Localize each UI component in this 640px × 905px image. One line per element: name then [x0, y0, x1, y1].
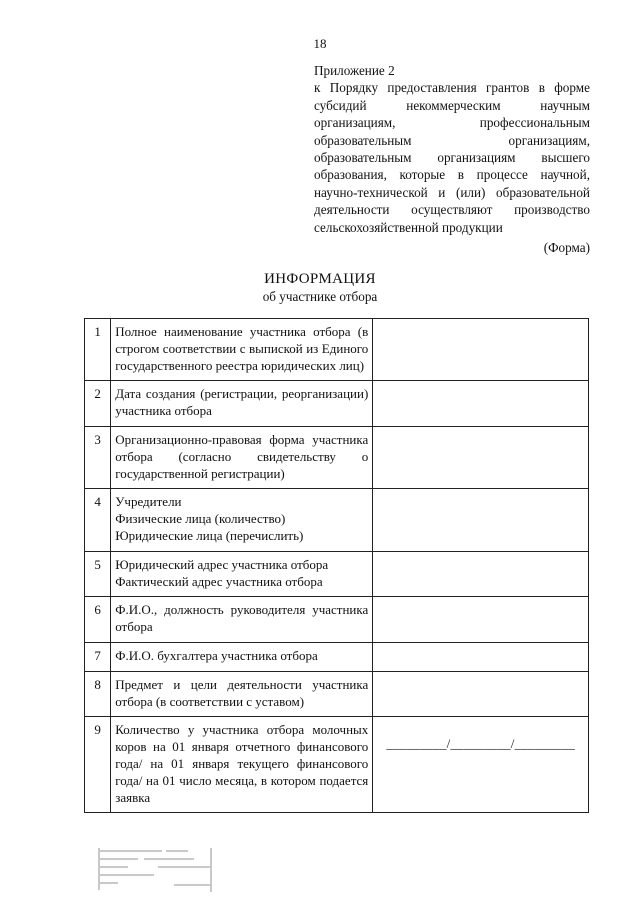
info-row	[85, 642, 589, 671]
row-label-line: Юридический адрес участника отбора	[115, 556, 329, 572]
row-value-cell	[373, 426, 589, 488]
registration-stamp	[98, 848, 216, 894]
heading-subtitle: об участнике отбора	[262, 289, 378, 304]
row-number: 4	[85, 489, 111, 551]
info-row	[85, 489, 589, 551]
row-label	[111, 671, 373, 717]
info-row	[85, 597, 589, 643]
row-number: 8	[85, 671, 111, 717]
row-value-cell	[373, 489, 589, 551]
row-label-line: Фактический адрес участника отбора	[115, 573, 323, 589]
row-value-cell	[373, 597, 589, 643]
info-row	[85, 381, 589, 427]
row-label	[111, 319, 373, 381]
document-heading	[0, 270, 640, 306]
row-label	[111, 597, 373, 643]
row-value-cell	[373, 717, 589, 813]
appendix-block	[314, 62, 590, 236]
info-row	[85, 671, 589, 717]
row-label-line: Учредители	[115, 494, 182, 510]
info-row	[85, 717, 589, 813]
row-number: 2	[85, 381, 111, 427]
row-label-line: Дата создания (регистрации, реорганизации) участника отбора	[115, 386, 369, 419]
appendix-title: Приложение 2	[314, 63, 395, 78]
info-row	[85, 551, 589, 597]
row-number: 5	[85, 551, 111, 597]
row-label-line: Юридические лица (перечислить)	[115, 527, 304, 543]
row-number: 7	[85, 642, 111, 671]
row-label-line: Организационно-правовая форма участника отбора (согласно свидетельству о государственной регистрации)	[115, 431, 369, 481]
row-number: 9	[85, 717, 111, 813]
info-row	[85, 319, 589, 381]
row-label	[111, 381, 373, 427]
row-label	[111, 551, 373, 597]
row-label	[111, 426, 373, 488]
appendix-body: к Порядку предоставления грантов в форме субсидий некоммерческим научным организациям, профессиональным образовательным организациям, образовательным организациям высшего образования, которые в процессе научной, научно-технической и (или) образовательной деятельности осуществляют производство сельскохозяйственной продукции	[314, 80, 590, 235]
row-number: 3	[85, 426, 111, 488]
info-row	[85, 426, 589, 488]
heading-main: ИНФОРМАЦИЯ	[264, 271, 376, 287]
row-value-cell	[373, 381, 589, 427]
row-label-line: Физические лица (количество)	[115, 511, 286, 527]
participant-info-table	[84, 318, 589, 813]
row-label-line: Предмет и цели деятельности участника отбора (в соответствии с уставом)	[115, 676, 369, 709]
page-number: 18	[313, 36, 327, 51]
row-label-line: Полное наименование участника отбора (в строгом соответствии с выпиской из Единого государственного реестра юридических лиц)	[115, 324, 369, 373]
row-label	[111, 717, 373, 813]
row-value-cell	[373, 642, 589, 671]
row-value-cell	[373, 671, 589, 717]
row-value-blank: _________/_________/_________	[386, 736, 575, 752]
row-label	[111, 642, 373, 671]
row-value-cell	[373, 551, 589, 597]
row-number: 6	[85, 597, 111, 643]
form-label: (Форма)	[543, 240, 590, 255]
row-number: 1	[85, 319, 111, 381]
row-label-line: Количество у участника отбора молочных коров на 01 января отчетного финансового года/ на 01 января текущего финансового года/ на 01 число месяца, в котором подается заявка	[115, 722, 369, 805]
row-label	[111, 489, 373, 551]
row-value-cell	[373, 319, 589, 381]
row-label-line: Ф.И.О. бухгалтера участника отбора	[115, 647, 318, 663]
row-label-line: Ф.И.О., должность руководителя участника отбора	[115, 602, 369, 635]
